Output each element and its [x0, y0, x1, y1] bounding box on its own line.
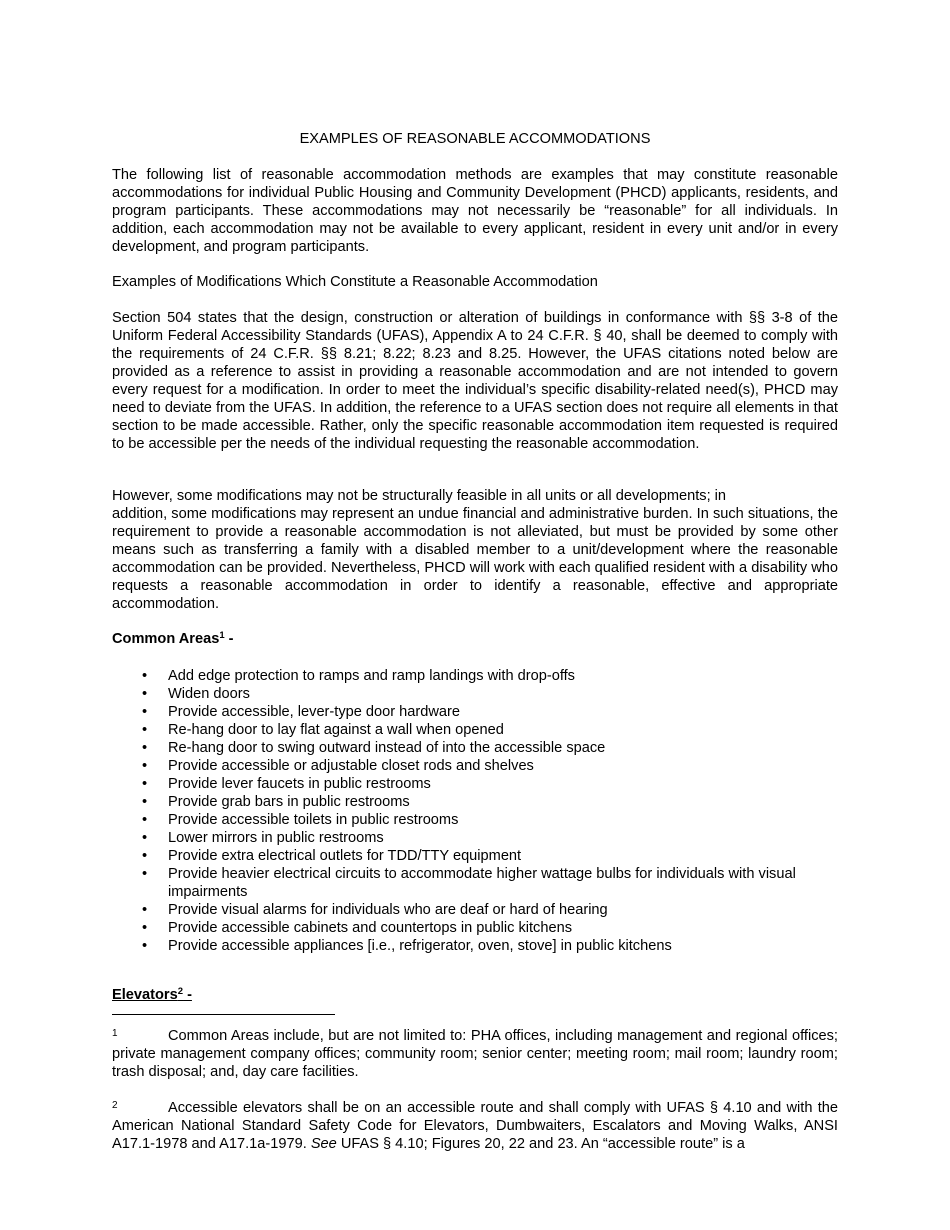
list-item-text: Provide accessible or adjustable closet rods and shelves	[168, 758, 534, 774]
list-item	[112, 685, 838, 703]
list-item-text: Provide accessible appliances [i.e., refrigerator, oven, stove] in public kitchens	[168, 938, 672, 954]
list-item	[112, 847, 838, 865]
bullet-icon: •	[142, 938, 148, 954]
list-item	[112, 901, 838, 919]
footnote-1: 1 Common Areas include, but are not limited to: PHA offices, including management and regional offices; private management company offices; community room; senior center; meeting room; mail room; laundry room; trash disposal; and, day care facilities.	[112, 1028, 838, 1080]
footnote-2-text-before: Accessible elevators shall be on an accessible route and shall comply with UFAS § 4.10 and with the American National Standard Safety Code for Elevators, Dumbwaiters, Escalators and Moving Walks, ANSI A17.1-1978 and A17.1a-1979.	[112, 1100, 838, 1152]
list-item-text: Provide accessible cabinets and countertops in public kitchens	[168, 920, 572, 936]
list-item-text: Provide grab bars in public restrooms	[168, 794, 410, 810]
bullet-icon: •	[142, 668, 148, 684]
bullet-icon: •	[142, 812, 148, 828]
common-areas-heading-block	[112, 630, 838, 648]
list-item-text: Provide lever faucets in public restrooms	[168, 776, 431, 792]
bullet-icon: •	[142, 776, 148, 792]
footnote-2: 2 Accessible elevators shall be on an accessible route and shall comply with UFAS § 4.10 and with the American National Standard Safety Code for Elevators, Dumbwaiters, Escalators and Moving Walks, ANSI A17.1-1978 and A17.1a-1979. See UFAS § 4.10; Figures 20, 22 and 23. An “accessible route” is a	[112, 1100, 838, 1152]
bullet-icon: •	[142, 920, 148, 936]
list-item	[112, 829, 838, 847]
common-areas-suffix: -	[224, 631, 234, 647]
intro-paragraph-block	[112, 166, 838, 256]
footnote-2-text-after: UFAS § 4.10; Figures 20, 22 and 23. An “accessible route” is a	[336, 1136, 745, 1152]
bullet-icon: •	[142, 794, 148, 810]
however-first-line: However, some modifications may not be structurally feasible in all units or all developments; in	[112, 488, 727, 504]
bullet-icon: •	[142, 758, 148, 774]
list-item-text: Provide accessible, lever-type door hardware	[168, 704, 461, 720]
footnote-ref-1: 1	[219, 630, 225, 641]
list-item	[112, 739, 838, 757]
bullet-icon: •	[142, 686, 148, 702]
list-item-text: Lower mirrors in public restrooms	[168, 830, 384, 846]
however-block	[112, 487, 838, 613]
list-item-text: Provide visual alarms for individuals who are deaf or hard of hearing	[168, 902, 608, 918]
elevators-heading	[112, 986, 838, 1004]
list-item-text: Provide accessible toilets in public restrooms	[168, 812, 459, 828]
footnote-separator	[112, 1014, 335, 1015]
list-item	[112, 667, 838, 685]
list-item	[112, 757, 838, 775]
elevators-suffix: -	[183, 987, 192, 1003]
list-item-text: Provide heavier electrical circuits to accommodate higher wattage bulbs for individuals with visual impairments	[168, 866, 796, 900]
bullet-icon: •	[142, 866, 148, 882]
list-item	[112, 919, 838, 937]
list-item	[112, 775, 838, 793]
page-title: EXAMPLES OF REASONABLE ACCOMMODATIONS	[299, 131, 651, 147]
list-item-text: Widen doors	[168, 686, 250, 702]
list-item-text: Re-hang door to lay flat against a wall when opened	[168, 722, 504, 738]
list-item	[112, 937, 838, 955]
list-item	[112, 865, 838, 901]
list-item	[112, 793, 838, 811]
footnote-2-see: See	[310, 1136, 337, 1152]
elevators-label: Elevators	[112, 987, 178, 1003]
footnote-ref-2: 2	[177, 986, 184, 997]
intro-paragraph: The following list of reasonable accommodation methods are examples that may constitute reasonable accommodations for individual Public Housing and Community Development (PHCD) applicants, residents, and program participants. These accommodations may not necessarily be “reasonable” for all individuals. In addition, each accommodation may not be available to every applicant, resident in every unit and/or in every development, and program participants.	[112, 167, 838, 255]
list-item	[112, 721, 838, 739]
subheading-block	[112, 273, 838, 291]
modifications-subheading: Examples of Modifications Which Constitute a Reasonable Accommodation	[112, 274, 598, 290]
list-item-text: Provide extra electrical outlets for TDD/TTY equipment	[168, 848, 522, 864]
section-504-paragraph: Section 504 states that the design, construction or alteration of buildings in conformance with §§ 3-8 of the Uniform Federal Accessibility Standards (UFAS), Appendix A to 24 C.F.R. § 40, shall be deemed to comply with the requirements of 24 C.F.R. §§ 8.21; 8.22; 8.23 and 8.25. However, the UFAS citations noted below are provided as a reference to assist in providing a reasonable accommodation and are not intended to govern every request for a modification. In order to meet the individual’s specific disability-related need(s), PHCD may need to deviate from the UFAS. In addition, the reference to a UFAS section does not require all elements in that section to be made accessible. Rather, only the specific reasonable accommodation item requested is required to be accessible per the needs of the individual requesting the reasonable accommodation.	[112, 310, 838, 452]
section-504-block	[112, 309, 838, 453]
however-paragraph: addition, some modifications may represent an undue financial and administrative burden. In such situations, the requirement to provide a reasonable accommodation is not alleviated, but must be provided by some other means such as transferring a family with a disabled member to a unit/development where the reasonable accommodation can be provided. Nevertheless, PHCD will work with each qualified resident with a disability who requests a reasonable accommodation in order to identify a reasonable, effective and appropriate accommodation.	[112, 506, 838, 612]
bullet-icon: •	[142, 830, 148, 846]
common-areas-list-block	[112, 667, 838, 955]
bullet-icon: •	[142, 704, 148, 720]
bullet-icon: •	[142, 848, 148, 864]
list-item	[112, 703, 838, 721]
common-areas-label: Common Areas	[112, 631, 220, 647]
common-areas-list	[112, 667, 838, 955]
bullet-icon: •	[142, 902, 148, 918]
elevators-heading-block	[112, 986, 838, 1004]
bullet-icon: •	[142, 740, 148, 756]
list-item	[112, 811, 838, 829]
list-item-text: Re-hang door to swing outward instead of into the accessible space	[168, 740, 606, 756]
common-areas-heading	[112, 630, 838, 648]
footnote-1-text: Common Areas include, but are not limited to: PHA offices, including management and regional offices; private management company offices; community room; senior center; meeting room; mail room; laundry room; trash disposal; and, day care facilities.	[112, 1028, 838, 1080]
bullet-icon: •	[142, 722, 148, 738]
list-item-text: Add edge protection to ramps and ramp landings with drop-offs	[168, 668, 575, 684]
